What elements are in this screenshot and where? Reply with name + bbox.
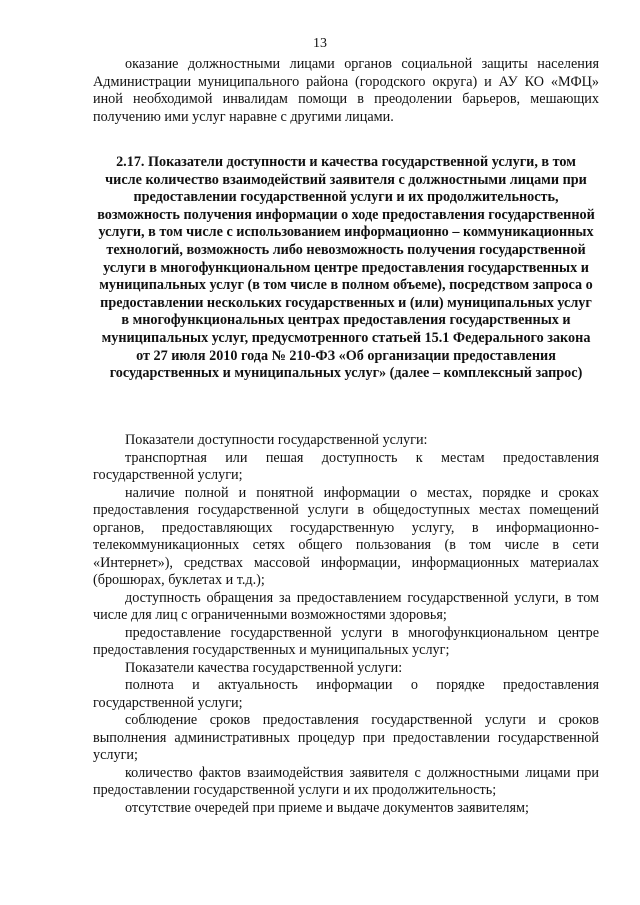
paragraph-availability-title: Показатели доступности государственной услуги:: [125, 432, 428, 448]
paragraph-deadlines: соблюдение сроков предоставления государственной услуги и сроков выполнения административных процедур при предоставлении государственной услуги;: [93, 712, 599, 763]
body-text: [93, 432, 599, 817]
section-heading: 2.17. Показатели доступности и качества государственной услуги, в том числе количество взаимодействий заявителя с должностными лицами при предоставлении государственной услуги и их продолжительность, возможность получения информации о ходе предоставления государственной услуги, в том числе с использованием информационно – коммуникационных технологий, возможность либо невозможность получения государственной услуги в многофункциональном центре предоставления государственных и муниципальных услуг (в том числе в полном объеме), посредством запроса о предоставлении нескольких государственных и (или) муниципальных услуг в многофункциональных центрах предоставления государственных и муниципальных услуг, предусмотренного статьей 15.1 Федерального закона от 27 июля 2010 года № 210-ФЗ «Об организации предоставления государственных и муниципальных услуг» (далее – комплексный запрос): [97, 154, 595, 382]
paragraph-quality-title: Показатели качества государственной услуги:: [125, 659, 403, 676]
paragraph-information: наличие полной и понятной информации о местах, порядке и сроках предоставления государственной услуги в общедоступных местах помещений органов, предоставляющих государственную услугу, в информационно-телекоммуникационных сетях общего пользования (в том числе в сети «Интернет»), средствах массовой информации, информационных материалах (брошюрах, буклетах и т.д.);: [93, 484, 599, 588]
paragraph-accessibility: доступность обращения за предоставлением государственной услуги, в том числе для лиц с ограниченными возможностями здоровья;: [93, 589, 599, 623]
paragraph-transport: транспортная или пешая доступность к местам предоставления государственной услуги;: [93, 449, 599, 483]
paragraph-interactions: количество фактов взаимодействия заявителя с должностными лицами при предоставлении государственной услуги и их продолжительность;: [93, 764, 599, 798]
paragraph-queues: отсутствие очередей при приеме и выдаче документов заявителям;: [125, 799, 529, 816]
top-paragraph: оказание должностными лицами органов социальной защиты населения Администрации муниципального района (городского округа) и АУ КО «МФЦ» иной необходимой инвалидам помощи в преодолении барьеров, мешающих получению ими услуг наравне с другими лицами.: [93, 56, 599, 125]
paragraph-completeness: полнота и актуальность информации о порядке предоставления государственной услуги;: [93, 677, 599, 711]
paragraph-mfc: предоставление государственной услуги в многофункциональном центре предоставления государственных и муниципальных услуг;: [93, 624, 599, 658]
page-number: 13: [313, 36, 327, 51]
